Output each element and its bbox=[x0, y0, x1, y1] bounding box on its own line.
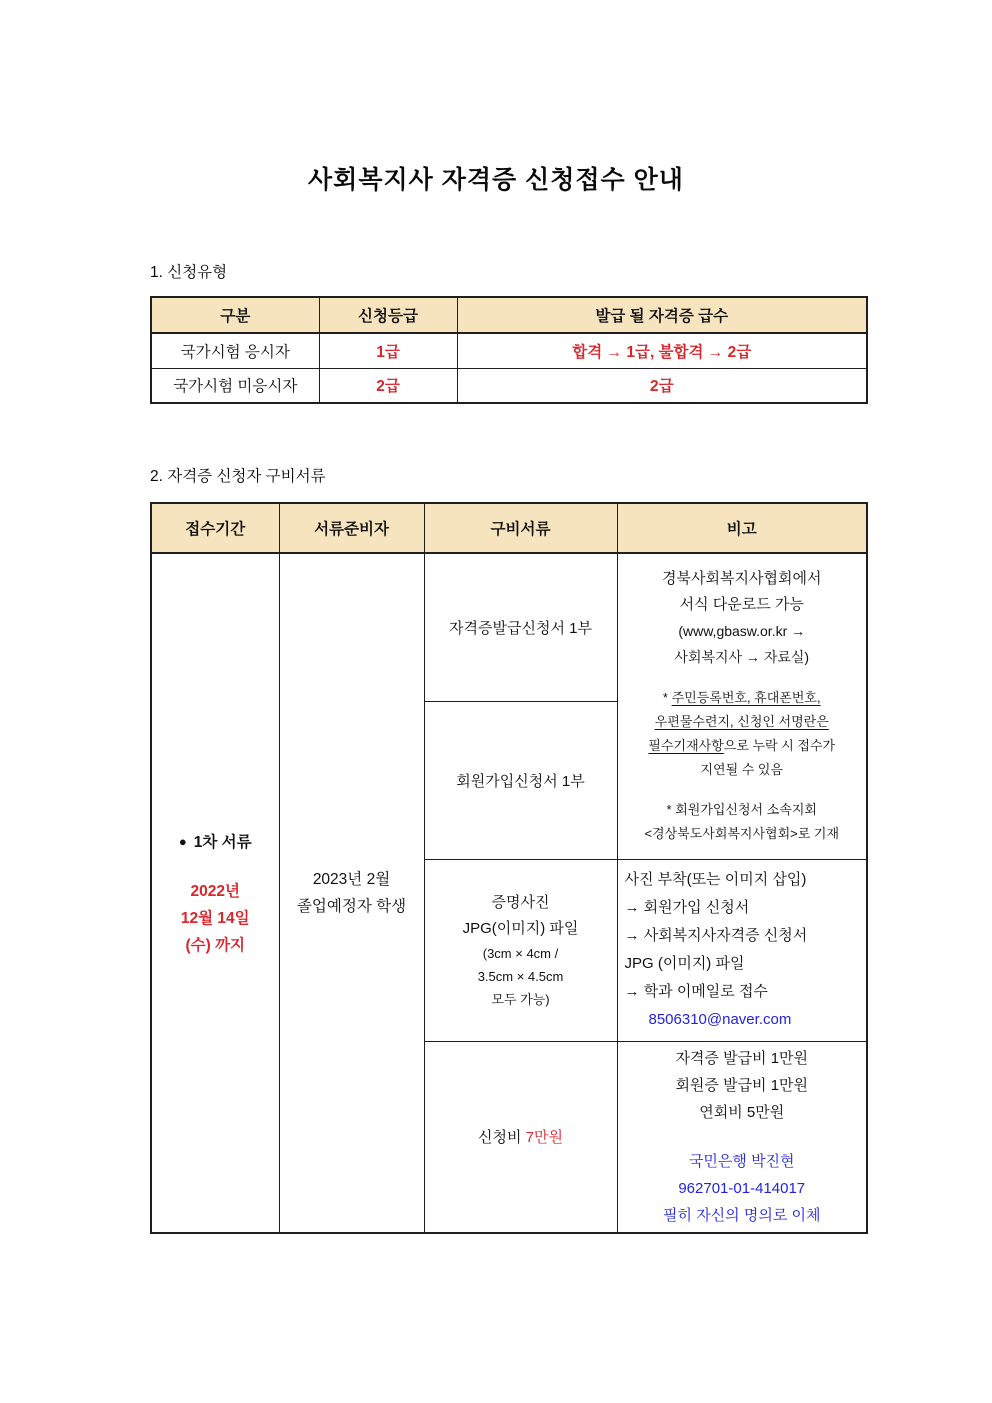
preparer-line: 졸업예정자 학생 bbox=[296, 898, 407, 915]
remark-line: → 회원가입 신청서 bbox=[624, 899, 750, 916]
remark-line: JPG (이미지) 파일 bbox=[624, 955, 745, 972]
page-title: 사회복지사 자격증 신청접수 안내 bbox=[308, 166, 684, 194]
cell-remark-forms bbox=[617, 553, 867, 859]
cell-grade: 2급 bbox=[319, 368, 457, 403]
cell-doc4 bbox=[424, 1041, 617, 1233]
cell-grade: 1급 bbox=[319, 333, 457, 368]
fee-label: 신청비 bbox=[478, 1129, 526, 1147]
period-label-line bbox=[152, 828, 279, 856]
note-line bbox=[618, 710, 867, 734]
note-underlined-text: 우편물수련지, 신청인 서명란은 bbox=[654, 714, 829, 730]
deadline-line: 12월 14일 bbox=[180, 909, 250, 927]
fee-amount: 7만원 bbox=[525, 1129, 563, 1147]
remark-line: 사회복지사 → 자료실) bbox=[674, 649, 810, 666]
col-header-category: 구분 bbox=[151, 297, 319, 333]
period-label: 1차 서류 bbox=[193, 833, 252, 851]
cell-category: 국가시험 응시자 bbox=[151, 333, 319, 368]
note-line bbox=[618, 734, 867, 758]
note-underlined-text: 필수기재사항 bbox=[648, 738, 724, 754]
col-header-documents: 구비서류 bbox=[424, 503, 617, 553]
cell-issued: 2급 bbox=[457, 368, 867, 403]
note-line: 지연될 수 있음 bbox=[700, 762, 784, 778]
cell-reception-period bbox=[151, 553, 279, 1233]
cell-doc3 bbox=[424, 859, 617, 1041]
cell-remark-fees bbox=[617, 1041, 867, 1233]
table-header-row bbox=[151, 297, 867, 333]
application-type-table bbox=[150, 296, 868, 404]
spacer bbox=[618, 1126, 867, 1148]
col-header-preparer: 서류준비자 bbox=[279, 503, 424, 553]
email-address: 8506310@naver.com bbox=[648, 1011, 792, 1028]
bank-line: 962701-01-414017 bbox=[678, 1179, 806, 1197]
section1-heading: 1. 신청유형 bbox=[150, 264, 228, 281]
doc3-line: 증명사진 bbox=[491, 893, 550, 911]
deadline-line: 2022년 bbox=[190, 882, 240, 900]
cell-doc2: 회원가입신청서 1부 bbox=[424, 701, 617, 859]
table-header-row bbox=[151, 503, 867, 553]
fee-line: 회원증 발급비 1만원 bbox=[675, 1076, 809, 1094]
col-header-remarks: 비고 bbox=[617, 503, 867, 553]
cell-remark-photo bbox=[617, 859, 867, 1041]
bank-line: 필히 자신의 명의로 이체 bbox=[663, 1206, 821, 1224]
required-documents-table bbox=[150, 502, 868, 1234]
doc3-line: JPG(이미지) 파일 bbox=[462, 919, 579, 937]
section2-heading: 2. 자격증 신청자 구비서류 bbox=[150, 468, 326, 485]
col-header-issued: 발급 될 자격증 급수 bbox=[457, 297, 867, 333]
preparer-line: 2023년 2월 bbox=[312, 871, 391, 888]
remark-line: → 사회복지사자격증 신청서 bbox=[624, 927, 808, 944]
table-row bbox=[151, 553, 867, 701]
fee-line: 연회비 5만원 bbox=[699, 1103, 785, 1121]
note-text: 으로 누락 시 접수가 bbox=[723, 738, 836, 754]
col-header-grade: 신청등급 bbox=[319, 297, 457, 333]
spacer bbox=[618, 782, 867, 798]
cell-category: 국가시험 미응시자 bbox=[151, 368, 319, 403]
doc3-line: (3cm × 4cm / bbox=[482, 945, 559, 961]
fee-line: 자격증 발급비 1만원 bbox=[675, 1049, 809, 1067]
remark-line: (www,gbasw.or.kr → bbox=[678, 623, 806, 640]
cell-preparer bbox=[279, 553, 424, 1233]
table-row bbox=[151, 368, 867, 403]
spacer bbox=[618, 670, 867, 686]
cell-issued: 합격 → 1급, 불합격 → 2급 bbox=[457, 333, 867, 368]
deadline-block bbox=[152, 878, 279, 959]
table-row bbox=[151, 333, 867, 368]
cell-doc1: 자격증발급신청서 1부 bbox=[424, 553, 617, 701]
note-line: <경상북도사회복지사협회>로 기재 bbox=[644, 826, 840, 842]
remark-line: → 학과 이메일로 접수 bbox=[624, 983, 768, 1000]
remark-line: 서식 다운로드 가능 bbox=[679, 596, 804, 614]
bullet-icon: ● bbox=[178, 833, 187, 849]
doc3-line: 모두 가능) bbox=[491, 991, 550, 1007]
doc3-line: 3.5cm × 4.5cm bbox=[477, 968, 564, 984]
note-prefix: * bbox=[662, 690, 672, 706]
remark-line: 사진 부착(또는 이미지 삽입) bbox=[624, 871, 807, 888]
note-line: * 회원가입신청서 소속지회 bbox=[666, 802, 817, 818]
note-line bbox=[618, 686, 867, 710]
remark-line: 경북사회복지사협회에서 bbox=[662, 570, 822, 588]
deadline-line: (수) 까지 bbox=[185, 936, 246, 954]
col-header-period: 접수기간 bbox=[151, 503, 279, 553]
note-underlined-text: 주민등록번호, 휴대폰번호, bbox=[671, 690, 821, 706]
bank-line: 국민은행 박진현 bbox=[688, 1152, 795, 1170]
